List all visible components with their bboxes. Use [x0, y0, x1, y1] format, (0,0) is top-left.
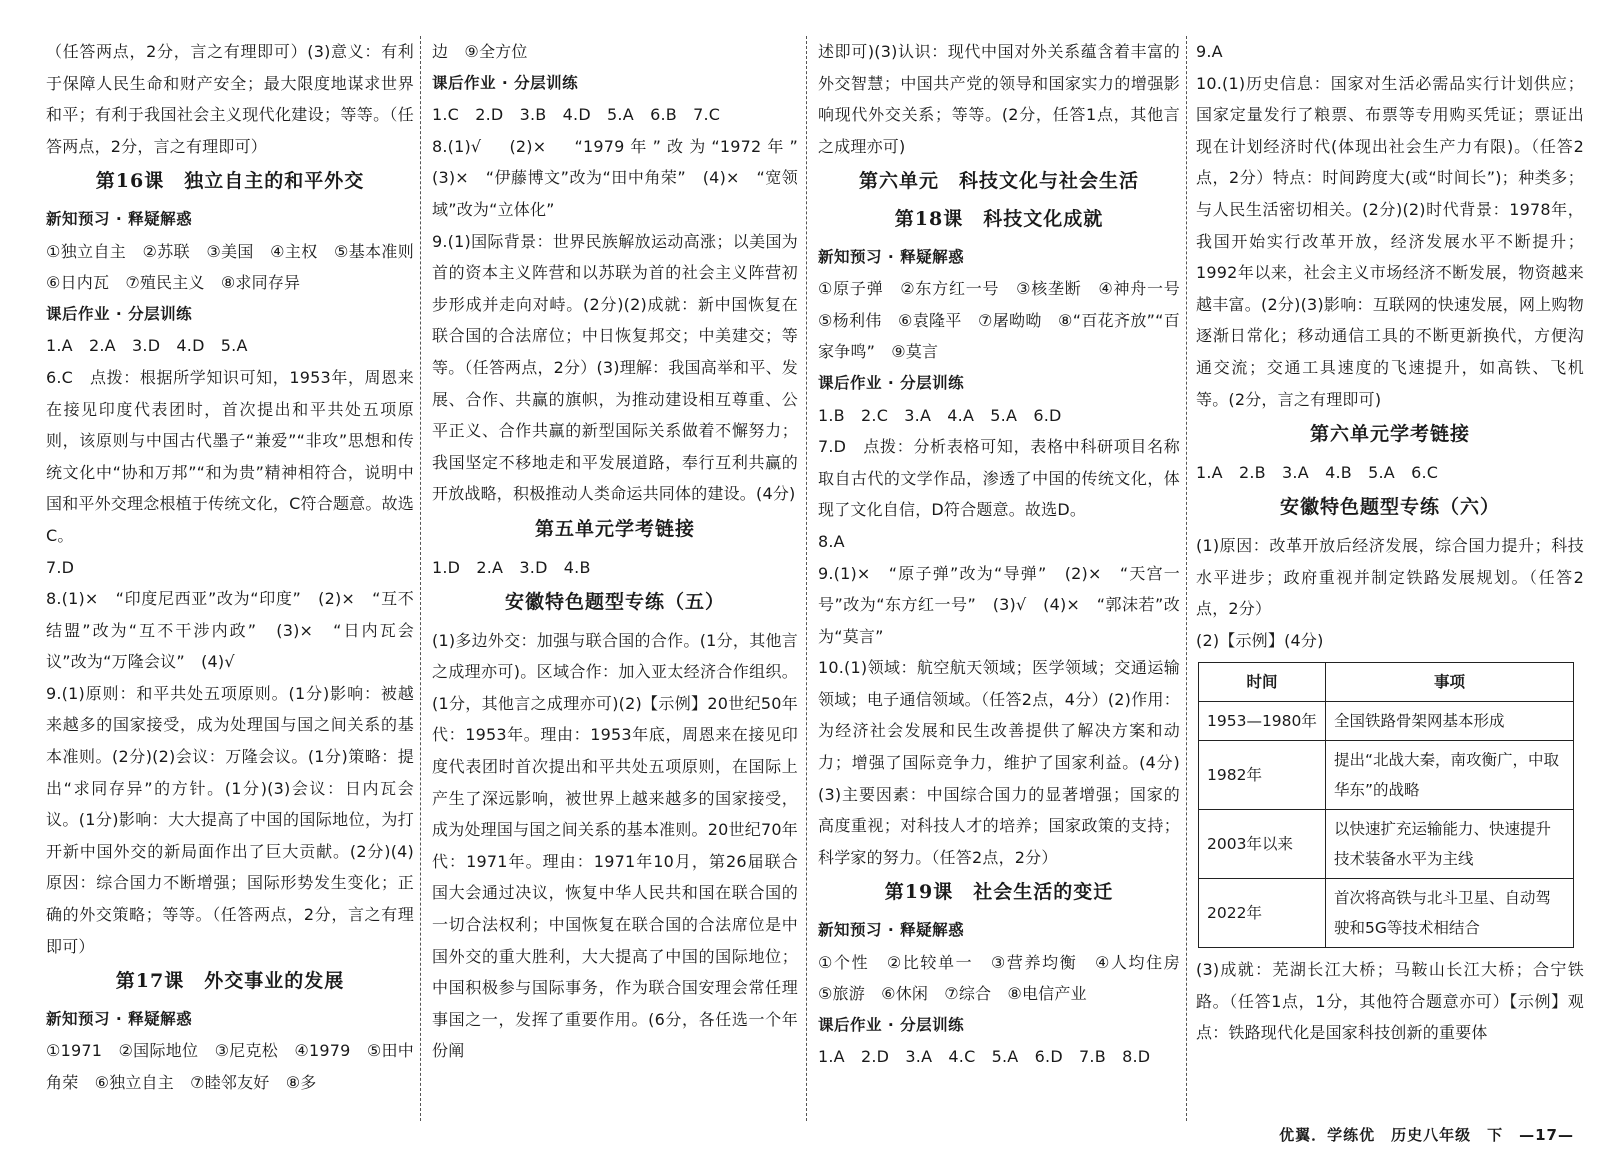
answer-paragraph: 8.A — [818, 531, 845, 551]
answer-paragraph: 10.(1)领域：航空航天领域；医学领域；交通运输领域；电子通信领域。（任答2点，4分）(2)作用：为经济社会发展和民生改善提供了解决方案和动力；增强了国际竞争力，维护了国家利益。(4分)(3)主要因素：中国综合国力的显著增强；国家的高度重视；对科技人才的培养；国家政策的支持；科学家的努力。（任答2点，2分） — [818, 658, 1180, 867]
page-footer: 优翼．学练优 历史八年级 下 —17— — [1279, 1126, 1574, 1144]
table-cell-event: 全国铁路骨架网基本形成 — [1326, 702, 1574, 741]
subsection-heading: 新知预习 · 释疑解惑 — [46, 1009, 193, 1028]
answer-paragraph: 9.(1)原则：和平共处五项原则。(1分)影响：被越来越多的国家接受，成为处理国与国之间关系的基本准则。(2分)(2)会议：万隆会议。(1分)策略：提出“求同存异”的方针。(1分)(3)会议：日内瓦会议。(1分)影响：大大提高了中国的国际地位，为打开新中国外交的新局面作出了巨大贡献。(2分)(4)原因：综合国力不断增强；国际形势发生变化；正确的外交策略；等等。（任答两点，2分，言之有理即可） — [46, 683, 414, 956]
section-title: 安徽特色题型专练（五） — [504, 591, 725, 614]
answer-paragraph: 1.A 2.B 3.A 4.B 5.A 6.C — [1196, 462, 1439, 482]
column-divider — [1186, 36, 1187, 1121]
column-divider — [806, 36, 807, 1121]
answer-paragraph: 1.C 2.D 3.B 4.D 5.A 6.B 7.C — [432, 105, 721, 125]
answer-paragraph: (1)原因：改革开放后经济发展，综合国力提升；科技水平进步；政府重视并制定铁路发展规划。（任答2点，2分） — [1196, 535, 1584, 619]
answer-paragraph: 9.(1)国际背景：世界民族解放运动高涨；以美国为首的资本主义阵营和以苏联为首的社会主义阵营初步形成并走向对峙。(2分)(2)成就：新中国恢复在联合国的合法席位；中日恢复邦交；中美建交；等等。（任答两点，2分）(3)理解：我国高举和平、发展、合作、共赢的旗帜，为推动建设相互尊重、公平正义、合作共赢的新型国际关系做着不懈努力；我国坚定不移地走和平发展道路，奉行互利共赢的开放战略，积极推动人类命运共同体的建设。(4分) — [432, 231, 798, 504]
section-title: 第18课 科技文化成就 — [894, 207, 1104, 230]
table-header-time: 时间 — [1199, 663, 1326, 702]
column-4-bottom — [1196, 954, 1584, 1049]
answer-paragraph: 8.(1)× “印度尼西亚”改为“印度” (2)× “互不结盟”改为“互不干涉内政” (3)× “日内瓦会议”改为“万隆会议” (4)√ — [46, 589, 414, 672]
subsection-heading: 新知预习 · 释疑解惑 — [818, 247, 965, 266]
table-cell-time: 2022年 — [1199, 879, 1326, 948]
column-2 — [432, 36, 815, 1067]
answer-paragraph: (3)成就：芜湖长江大桥；马鞍山长江大桥；合宁铁路。（任答1点，1分，其他符合题意亦可）【示例】观点：铁路现代化是国家科技创新的重要体 — [1196, 960, 1584, 1043]
section-title: 第六单元学考链接 — [1309, 423, 1470, 446]
answer-paragraph: 9.A — [1196, 42, 1223, 61]
table-cell-time: 1982年 — [1199, 741, 1326, 810]
answer-paragraph: ①独立自主 ②苏联 ③美国 ④主权 ⑤基本准则 ⑥日内瓦 ⑦殖民主义 ⑧求同存异 — [46, 241, 431, 293]
column-3 — [818, 36, 1197, 1073]
subsection-heading: 课后作业 · 分层训练 — [432, 73, 579, 92]
section-title: 安徽特色题型专练（六） — [1279, 496, 1500, 519]
table-row — [1199, 702, 1574, 741]
subsection-heading: 新知预习 · 释疑解惑 — [818, 921, 965, 940]
answer-paragraph: 7.D — [46, 557, 75, 577]
answer-paragraph: 1.D 2.A 3.D 4.B — [432, 557, 591, 577]
subsection-heading: 课后作业 · 分层训练 — [818, 373, 965, 392]
table-cell-event: 以快速扩充运输能力、快速提升技术装备水平为主线 — [1326, 810, 1574, 879]
column-4-top — [1196, 36, 1584, 656]
table-cell-time: 1953—1980年 — [1199, 702, 1326, 741]
section-title: 第17课 外交事业的发展 — [115, 970, 345, 993]
answer-paragraph: 6.C 点拨：根据所学知识可知，1953年，周恩来在接见印度代表团时，首次提出和平共处五项原则，该原则与中国古代墨子“兼爱”“非攻”思想和传统文化中“协和万邦”“和为贵”精神相符合，说明中国和平外交理念根植于传统文化，C符合题意。故选C。 — [46, 367, 414, 545]
answer-paragraph: ①个性 ②比较单一 ③营养均衡 ④人均住房 ⑤旅游 ⑥休闲 ⑦综合 ⑧电信产业 — [818, 952, 1197, 1004]
subsection-heading: 课后作业 · 分层训练 — [818, 1015, 965, 1034]
answer-paragraph: 9.(1)× “原子弹”改为“导弹” (2)× “天宫一号”改为“东方红一号” (3)√ (4)× “郭沫若”改为“莫言” — [818, 563, 1180, 646]
answer-paragraph: 1.A 2.A 3.D 4.D 5.A — [46, 336, 248, 356]
column-1 — [46, 36, 431, 1099]
table-cell-event: 提出“北战大秦，南攻衡广，中取华东”的战略 — [1326, 741, 1574, 810]
section-title: 第19课 社会生活的变迁 — [884, 881, 1114, 904]
answer-paragraph: 述即可)(3)认识：现代中国对外关系蕴含着丰富的外交智慧；中国共产党的领导和国家实力的增强影响现代外交关系；等等。(2分，任答1点，其他言之成理亦可) — [818, 42, 1180, 156]
answer-paragraph: ①原子弹 ②东方红一号 ③核垄断 ④神舟一号 ⑤杨利伟 ⑥袁隆平 ⑦屠呦呦 ⑧“百花齐放”“百家争鸣” ⑨莫言 — [818, 279, 1197, 362]
subsection-heading: 新知预习 · 释疑解惑 — [46, 209, 193, 228]
answer-paragraph: 边 ⑨全方位 — [432, 42, 528, 61]
answer-paragraph: 7.D 点拨：分析表格可知，表格中科研项目名称取自古代的文学作品，渗透了中国的传统文化，体现了文化自信，D符合题意。故选D。 — [818, 437, 1180, 520]
section-title: 第五单元学考链接 — [534, 517, 695, 540]
section-title: 第六单元 科技文化与社会生活 — [858, 170, 1139, 193]
answer-paragraph: ①1971 ②国际地位 ③尼克松 ④1979 ⑤田中角荣 ⑥独立自主 ⑦睦邻友好 ⑧多 — [46, 1041, 414, 1092]
answer-paragraph: 1.A 2.D 3.A 4.C 5.A 6.D 7.B 8.D — [818, 1047, 1151, 1067]
answer-paragraph: （任答两点，2分，言之有理即可）(3)意义：有利于保障人民生命和财产安全；最大限度地谋求世界和平；有利于我国社会主义现代化建设；等等。（任答两点，2分，言之有理即可） — [46, 42, 414, 156]
subsection-heading: 课后作业 · 分层训练 — [46, 304, 193, 323]
railway-events-table — [1198, 662, 1574, 948]
answer-paragraph: 1.B 2.C 3.A 4.A 5.A 6.D — [818, 405, 1062, 425]
column-divider — [420, 36, 421, 1121]
table-cell-time: 2003年以来 — [1199, 810, 1326, 879]
column-4 — [1196, 36, 1584, 1049]
answer-paragraph: (1)多边外交：加强与联合国的合作。(1分，其他言之成理亦可)。区域合作：加入亚太经济合作组织。(1分，其他言之成理亦可)(2)【示例】20世纪50年代：1953年。理由：1953年底，周恩来在接见印度代表团时首次提出和平共处五项原则，在国际上产生了深远影响，被世界上越来越多的国家接受，成为处理国与国之间关系的基本准则。20世纪70年代：1971年。理由：1971年10月，第26届联合国大会通过决议，恢复中华人民共和国在联合国的一切合法权利；中国恢复在联合国的合法席位是中国外交的重大胜利，大大提高了中国的国际地位；中国积极参与国际事务，作为联合国安理会常任理事国之一，发挥了重要作用。(6分，各任选一个年份阐 — [432, 630, 798, 1061]
table-cell-event: 首次将高铁与北斗卫星、自动驾驶和5G等技术相结合 — [1326, 879, 1574, 948]
section-title: 第16课 独立自主的和平外交 — [95, 170, 365, 193]
answer-paragraph: (2)【示例】(4分) — [1196, 630, 1324, 650]
table-row — [1199, 810, 1574, 879]
table-row — [1199, 741, 1574, 810]
table-header-event: 事项 — [1326, 663, 1574, 702]
table-row — [1199, 879, 1574, 948]
answer-paragraph: 8.(1)√ (2)× “1979年”改为“1972年” (3)× “伊藤博文”改为“田中角荣” (4)× “宽领域”改为“立体化” — [432, 136, 815, 219]
answer-paragraph: 10.(1)历史信息：国家对生活必需品实行计划供应；国家定量发行了粮票、布票等专用购买凭证；票证出现在计划经济时代(体现出社会生产力有限)。（任答2点，2分）特点：时间跨度大(或“时间长”)；种类多；与人民生活密切相关。(2分)(2)时代背景：1978年，我国开始实行改革开放，经济发展水平不断提升；1992年以来，社会主义市场经济不断发展，物资越来越丰富。(2分)(3)影响：互联网的快速发展，网上购物逐渐日常化；移动通信工具的不断更新换代，方便沟通交流；交通工具速度的飞速提升，如高铁、飞机等。(2分，言之有理即可) — [1196, 73, 1584, 409]
